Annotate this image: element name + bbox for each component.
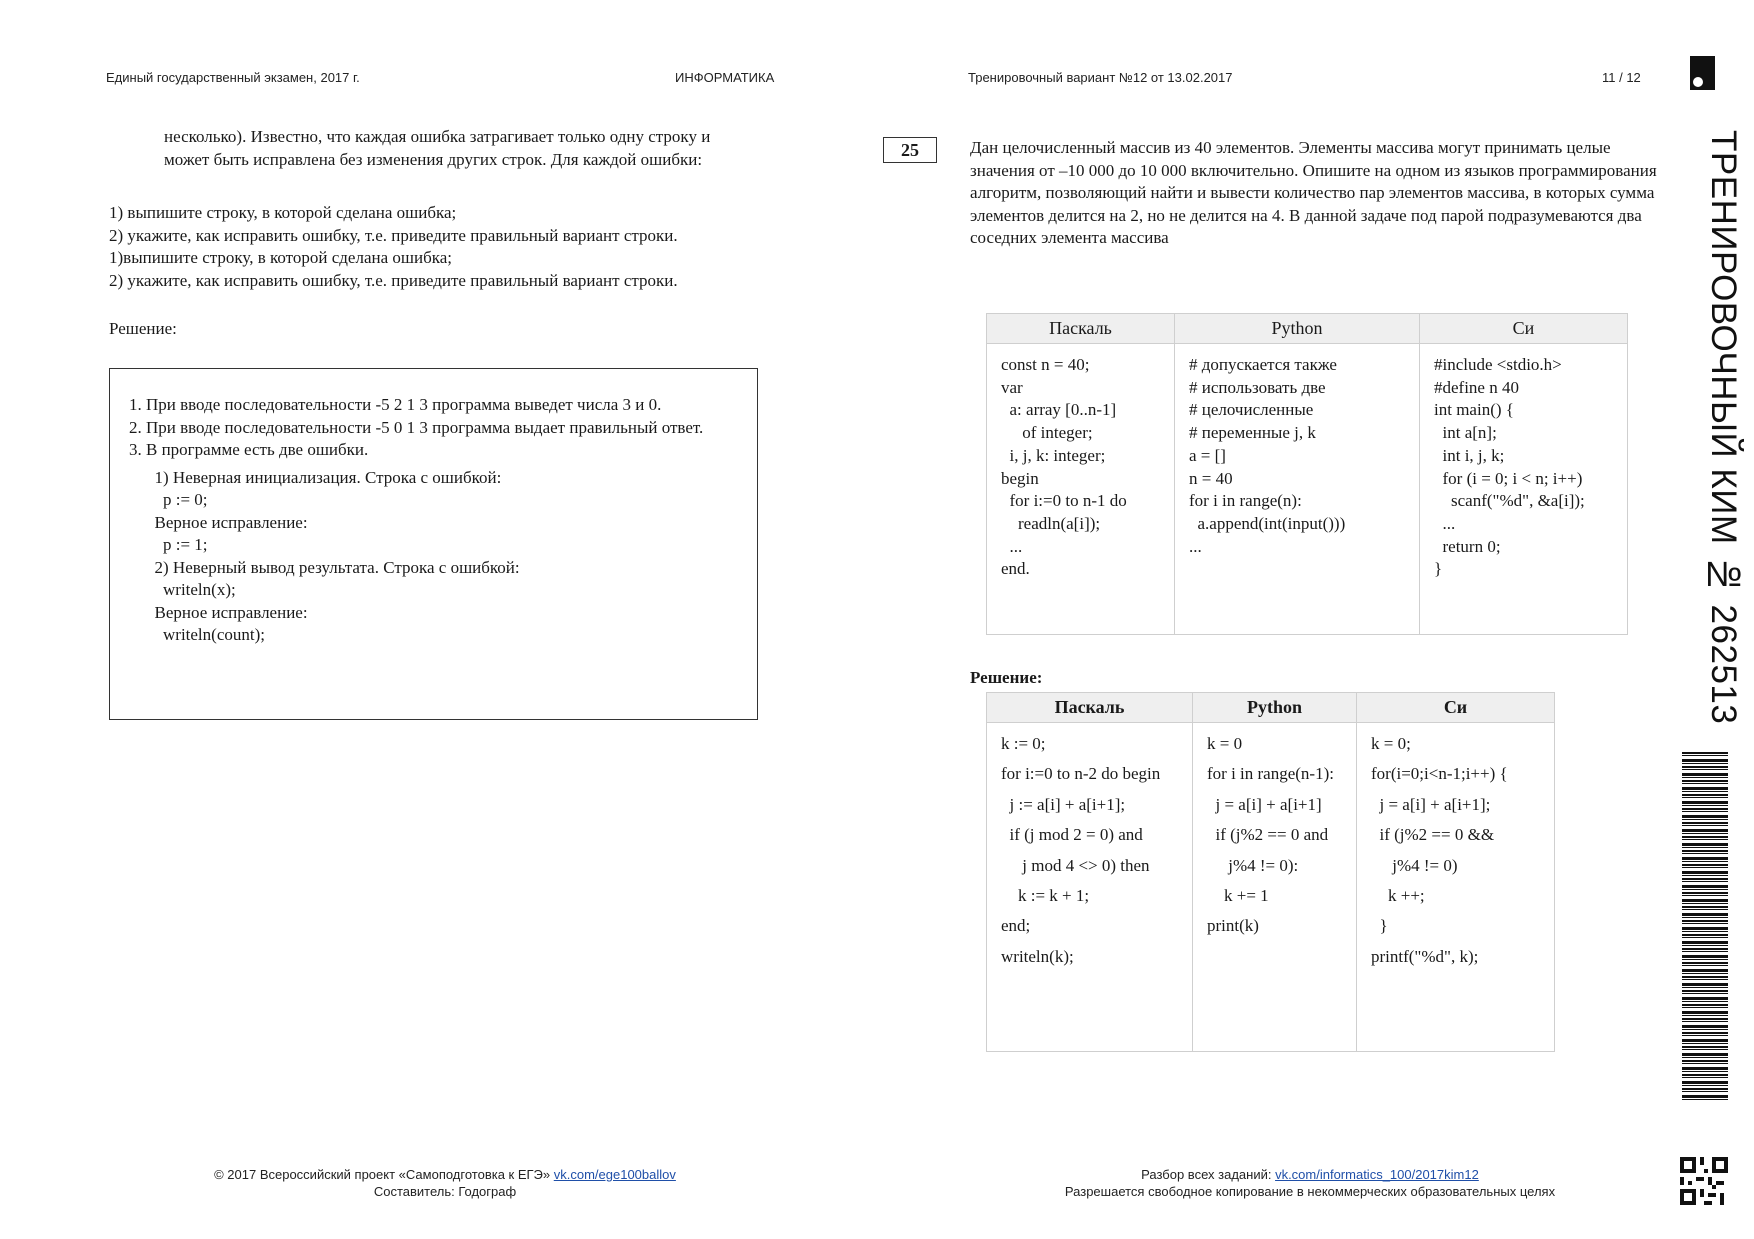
- header-subject: ИНФОРМАТИКА: [675, 70, 775, 85]
- solution-c-line: printf("%d", k);: [1371, 946, 1479, 966]
- answer-intro: [129, 394, 739, 462]
- footer-copyright: [150, 1167, 740, 1182]
- left-intro-text: несколько). Известно, что каждая ошибка затрагивает только одну строку и может быть исправлена без изменения других строк. Для каждой ошибки:: [164, 127, 711, 169]
- solution-python-line: for i in range(n-1):: [1207, 764, 1334, 784]
- solution-python-line: k += 1: [1207, 885, 1269, 905]
- solution-c-line: j%4 != 0): [1371, 855, 1458, 875]
- python-code: # допускается также # использовать две # целочисленные # переменные j, k a = [] n = 40 for i in range(n): a.append(int(input())) ...: [1175, 344, 1420, 635]
- footer-review-link[interactable]: vk.com/informatics_100/2017kim12: [1275, 1167, 1479, 1182]
- barcode-icon: [1682, 752, 1728, 1100]
- answer-box: [109, 368, 758, 720]
- solution-c-cell: [1357, 723, 1555, 1052]
- footer-author: Составитель: Годограф: [373, 1184, 517, 1199]
- solution-c-line: for(i=0;i<n-1;i++) {: [1371, 764, 1508, 784]
- footer-review-text: Разбор всех заданий:: [1141, 1167, 1276, 1182]
- solution-label: Решение:: [109, 319, 177, 338]
- solution-header-python: Python: [1193, 693, 1357, 723]
- solution-c-line: k ++;: [1371, 885, 1425, 905]
- footer-vk-link[interactable]: vk.com/ege100ballov: [553, 1167, 676, 1182]
- answer-line: 1. При вводе последовательности -5 2 1 3 программа выведет числа 3 и 0.: [129, 395, 662, 414]
- solution-c-line: j = a[i] + a[i+1];: [1371, 794, 1491, 814]
- solution-c-line: k = 0;: [1371, 734, 1411, 753]
- corner-mark-dot: [1693, 77, 1703, 87]
- vertical-kim-title: ТРЕНИРОВОЧНЫЙ КИМ № 262513: [1704, 130, 1743, 725]
- instruction-item: 1)выпишите строку, в которой сделана ошибка;: [109, 248, 452, 267]
- solution-title: Решение:: [970, 668, 1043, 687]
- answer-line: 2. При вводе последовательности -5 0 1 3 программа выдает правильный ответ.: [129, 417, 704, 437]
- header-variant: Тренировочный вариант №12 от 13.02.2017: [968, 70, 1233, 85]
- task-number-badge: 25: [883, 137, 937, 163]
- column-header-c: Си: [1420, 314, 1628, 344]
- instruction-item: 2) укажите, как исправить ошибку, т.е. приведите правильный вариант строки.: [109, 270, 678, 290]
- instruction-item: 1) выпишите строку, в которой сделана ошибка;: [109, 203, 457, 222]
- footer-review: [1000, 1167, 1620, 1182]
- instruction-item: 2) укажите, как исправить ошибку, т.е. приведите правильный вариант строки.: [109, 225, 678, 245]
- solution-pascal-line: writeln(k);: [1001, 946, 1074, 966]
- solution-python-line: print(k): [1207, 916, 1259, 936]
- answer-errors: 1) Неверная инициализация. Строка с ошибкой: p := 0; Верное исправление: p := 1; 2) Неверный вывод результата. Строка с ошибкой: writeln(x); Верное исправление: writeln(count);: [154, 467, 520, 644]
- solution-table: [986, 692, 1555, 1052]
- solution-python-line: j = a[i] + a[i+1]: [1207, 794, 1322, 814]
- solution-pascal-line: j mod 4 <> 0) then: [1001, 855, 1150, 875]
- answer-line: 3. В программе есть две ошибки.: [129, 440, 369, 459]
- pascal-code: const n = 40; var a: array [0..n-1] of integer; i, j, k: integer; begin for i:=0 to n-1 do readln(a[i]); ... end.: [987, 344, 1175, 635]
- solution-python-line: k = 0: [1207, 734, 1243, 753]
- instruction-list: [109, 202, 809, 292]
- solution-pascal-line: j := a[i] + a[i+1];: [1001, 794, 1126, 814]
- column-header-python: Python: [1175, 314, 1420, 344]
- solution-python-line: if (j%2 == 0 and: [1207, 825, 1329, 845]
- solution-pascal-line: end;: [1001, 916, 1031, 936]
- footer-copyright-text: © 2017 Всероссийский проект «Самоподготовка к ЕГЭ»: [214, 1167, 554, 1182]
- column-header-pascal: Паскаль: [987, 314, 1175, 344]
- task-description: Дан целочисленный массив из 40 элементов. Элементы массива могут принимать целые значения от –10 000 до 10 000 включительно. Опишите на одном из языков программирования алгоритм, позволяющий найти и вывести количество пар элементов массива, в которых сумма элементов делится на 2, но не делится на 4. В данной задаче под парой подразумеваются два соседних элемента массива: [970, 138, 1657, 247]
- solution-c-line: }: [1371, 916, 1388, 936]
- solution-header-pascal: Паскаль: [987, 693, 1193, 723]
- footer-copy-notice: Разрешается свободное копирование в некоммерческих образовательных целях: [1064, 1184, 1556, 1199]
- c-code: #include <stdio.h> #define n 40 int main() { int a[n]; int i, j, k; for (i = 0; i < n; i++) scanf("%d", &a[i]); ... return 0; }: [1420, 344, 1628, 635]
- solution-python-cell: [1193, 723, 1357, 1052]
- solution-pascal-line: if (j mod 2 = 0) and: [1001, 825, 1143, 845]
- solution-pascal-line: k := k + 1;: [1001, 885, 1090, 905]
- header-page-number: 11 / 12: [1602, 70, 1641, 85]
- code-template-table: [986, 313, 1628, 635]
- footer-right: [1000, 1167, 1620, 1199]
- footer-left: [150, 1167, 740, 1199]
- solution-pascal-line: for i:=0 to n-2 do begin: [1001, 764, 1161, 784]
- qr-code-icon: [1680, 1157, 1728, 1205]
- solution-pascal-line: k := 0;: [1001, 734, 1046, 753]
- solution-python-line: j%4 != 0):: [1207, 855, 1299, 875]
- solution-header-c: Си: [1357, 693, 1555, 723]
- solution-c-line: if (j%2 == 0 &&: [1371, 825, 1495, 845]
- header-exam: Единый государственный экзамен, 2017 г.: [106, 70, 360, 85]
- solution-pascal-cell: [987, 723, 1193, 1052]
